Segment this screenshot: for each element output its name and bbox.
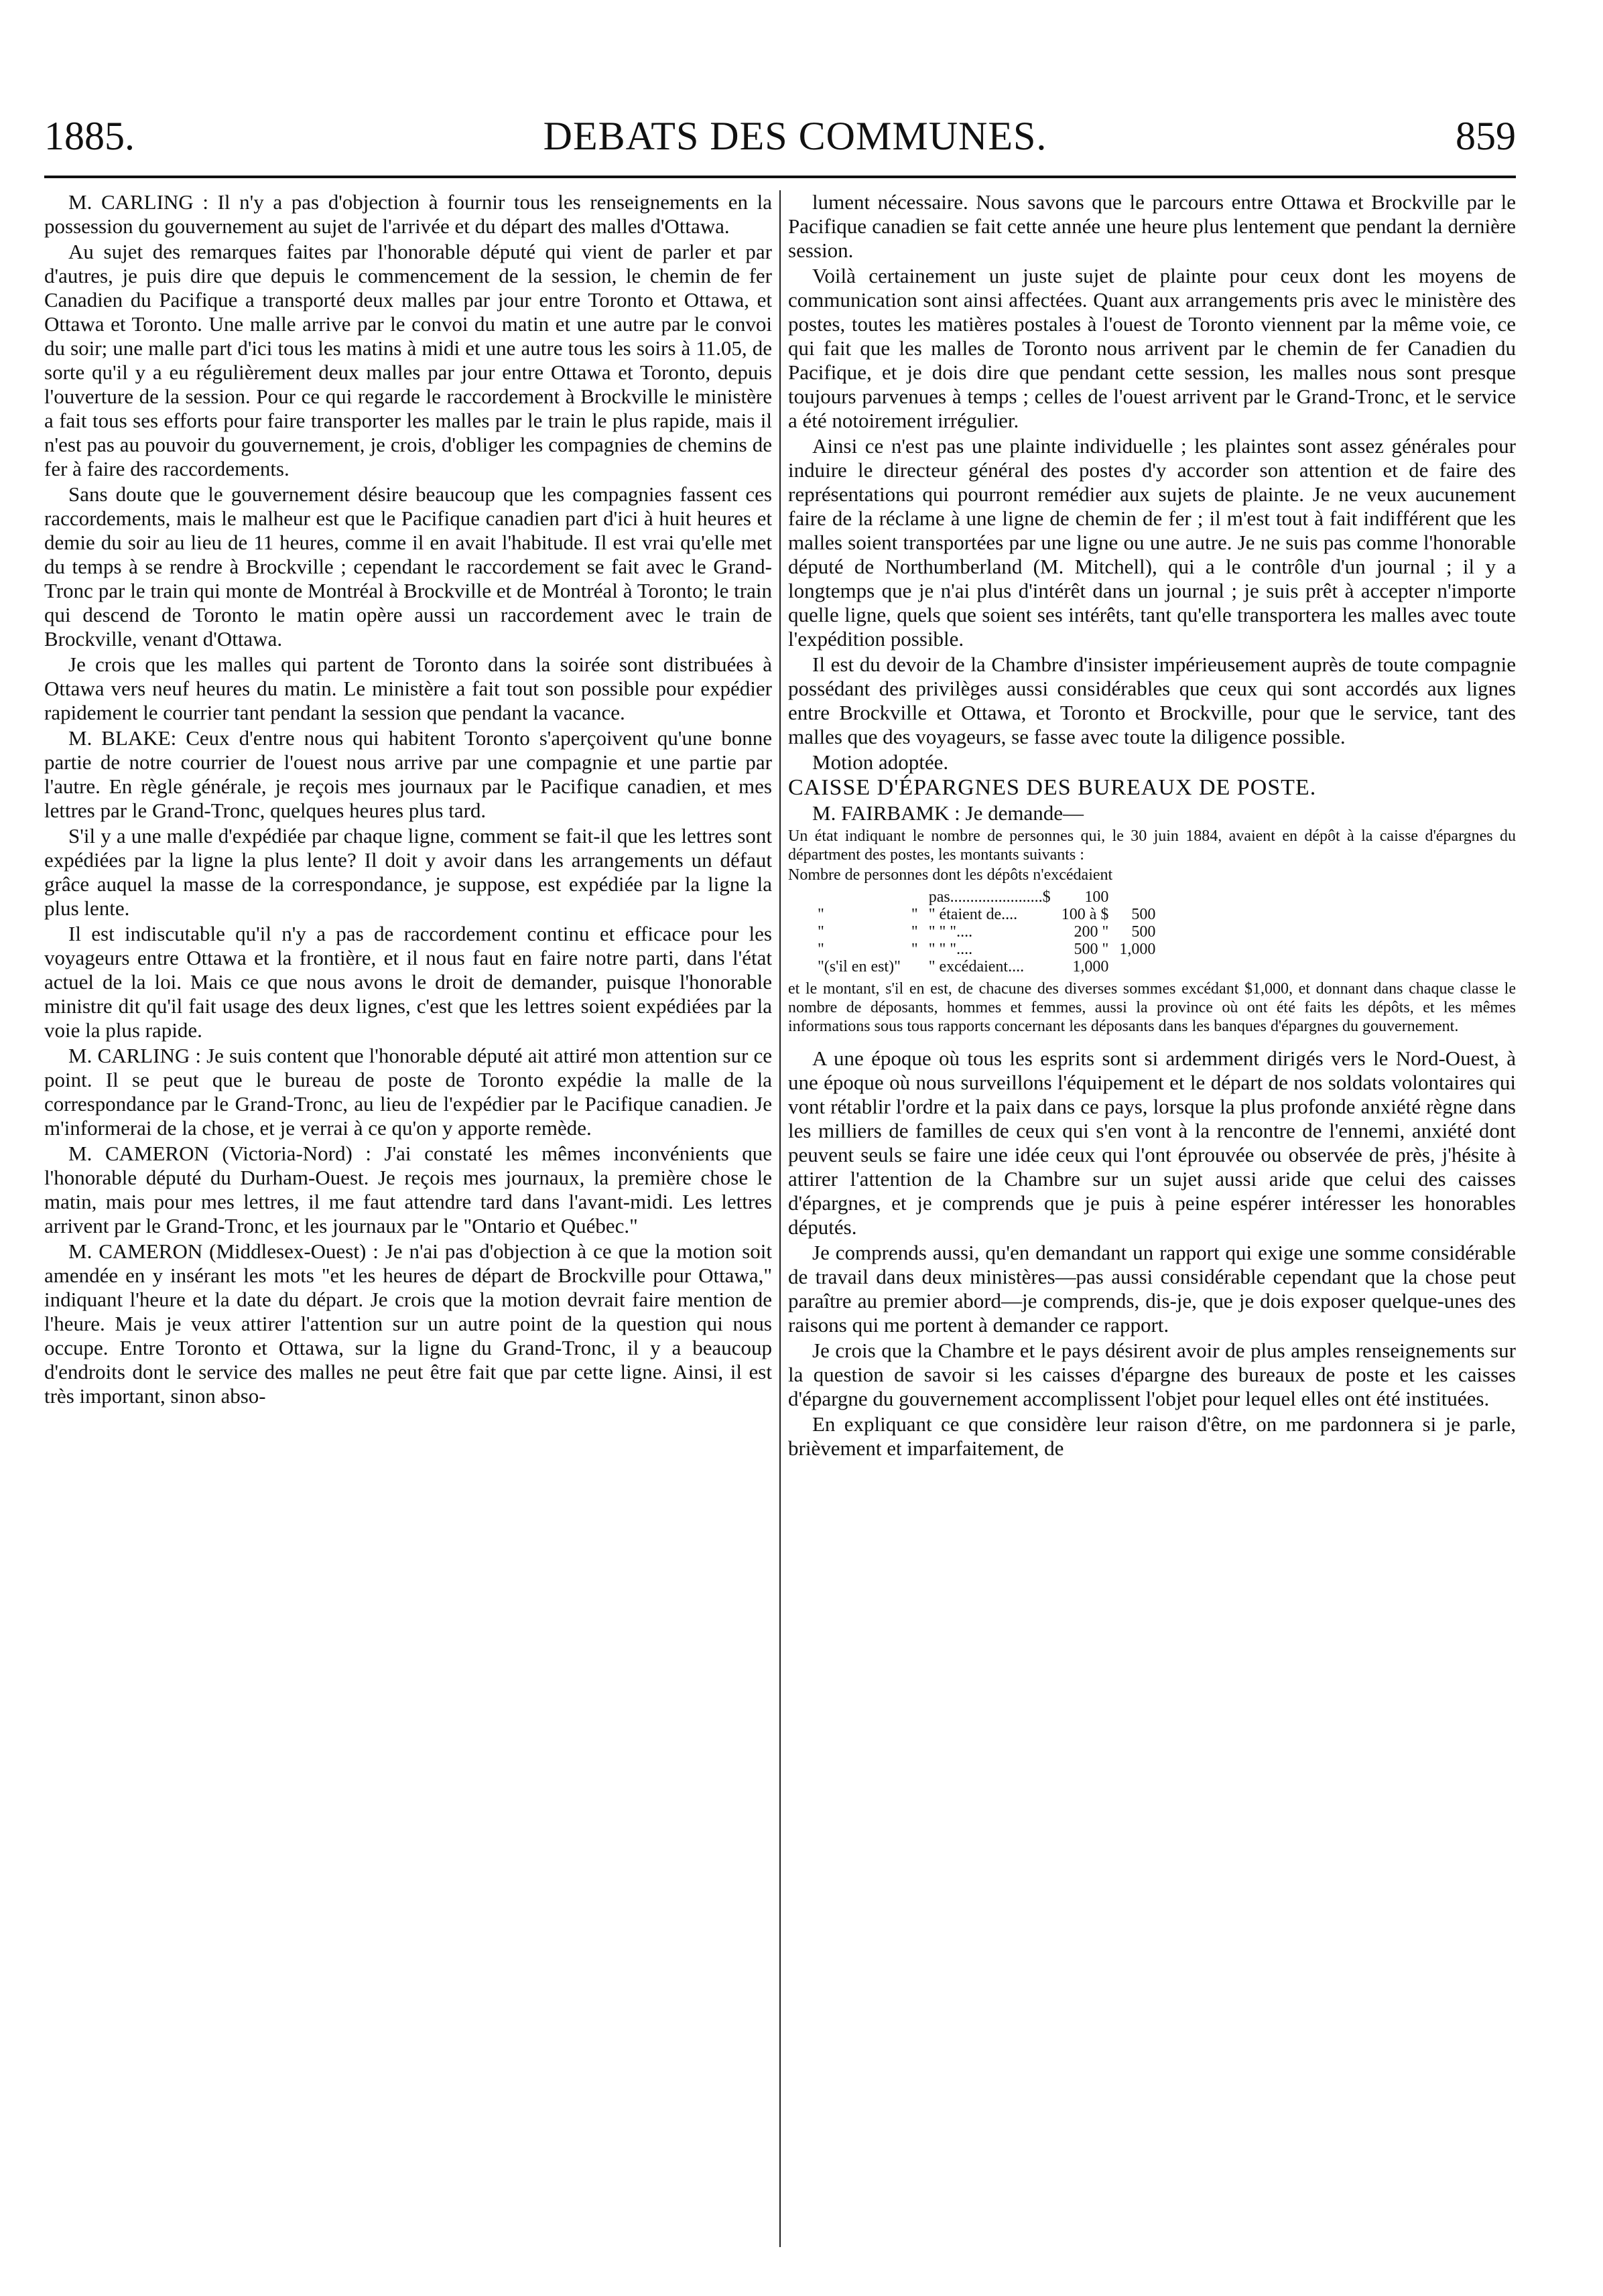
table-cell: " [911,941,918,958]
table-cell: " excédaient.... [928,958,1025,975]
table-cell: " [911,923,918,941]
left-column [44,190,772,1408]
table-cell: " [818,906,824,923]
paragraph: S'il y a une malle d'expédiée par chaque ligne, comment se fait-il que les lettres sont expédiées par la ligne la plus lente? Il doit y avoir dans les arrangements un défaut grâce auquel la masse de la correspondance, je suppose, est expédiée par la ligne la plus lente. [44,824,772,920]
table-cell: 1,000 [1119,941,1156,958]
page-header [44,113,1516,159]
table-cell: 200 " [1074,923,1109,941]
paragraph: M. BLAKE: Ceux d'entre nous qui habitent Toronto s'aperçoivent qu'une bonne partie de notre courrier de l'ouest nous arrive par une compagnie et une partie par l'autre. En règle générale, je reçois mes journaux par le Pacifique canadien, et mes lettres par le Grand-Tronc, quelques heures plus tard. [44,726,772,822]
table-cell: 100 à $ [1061,906,1109,923]
table-cell: " étaient de.... [928,906,1018,923]
stats-footer: et le montant, s'il en est, de chacune des diverses sommes excédant $1,000, et donnant dans chaque classe le nombre de déposants, hommes et femmes, aussi la province où ont été faits les dépôts, et les mêmes informations sous tous rapports concernant les déposants dans les banques d'épargnes du gouvernement. [788,980,1516,1035]
table-row [812,906,1161,923]
paragraph: Ainsi ce n'est pas une plainte individuelle ; les plaintes sont assez générales pour induire le directeur général des postes d'y accorder son attention et de faire des représentations qui pourront remédier aux sujets de plainte. Je ne veux aucunement faire de la réclame à une ligne de chemin de fer ; il m'est tout à fait indifférent que les malles soient transportées par une ligne ou une autre. Je ne suis pas comme l'honorable député de Northumberland (M. Mitchell), qui a le contrôle d'un journal ; il y a longtemps que je n'ai plus d'intérêt dans un journal ; je suis prêt à accepter n'importe quelle ligne, quels que soient ses intérêts, tant qu'elle transportera les malles avec toute l'expédition possible. [788,434,1516,651]
table-cell: 1,000 [1072,958,1109,975]
stats-header: Nombre de personnes dont les dépôts n'excédaient [788,866,1113,884]
header-rule [44,176,1516,178]
header-year: 1885. [44,114,135,158]
paragraph: M. CARLING : Il n'y a pas d'objection à fournir tous les renseignements en la possession du gouvernement au sujet de l'arrivée et du départ des malles d'Ottawa. [44,190,772,238]
paragraph: Il est indiscutable qu'il n'y a pas de raccordement continu et efficace pour les voyageurs entre Ottawa et la frontière, et il nous faut en faire notre parti, dans l'état actuel de la loi. Mais ce que nous avons le droit de demander, puisque l'honorable ministre dit qu'il fait usage des deux lignes, c'est que les lettres soient expédiées par la voie la plus rapide. [44,922,772,1042]
table-cell: " [818,923,824,941]
paragraph: A une époque où tous les esprits sont si ardemment dirigés vers le Nord-Ouest, à une époque où nous surveillons l'équipement et le départ de nos soldats volontaires qui vont rétablir l'ordre et la paix dans ce pays, lorsque la plus profonde anxiété règne dans les milliers de familles de ceux qui s'en vont à la rencontre de l'ennemi, anxiété dont peuvent seuls se faire une idée ceux qui l'ont éprouvée ou observée de près, j'hésite à attirer l'attention de la Chambre sur un sujet aussi aride que celui des caisses d'épargnes, et je comprends que je puis à peine espérer intéresser les honorables députés. [788,1046,1516,1239]
table-cell: " [911,906,918,923]
paragraph: lument nécessaire. Nous savons que le parcours entre Ottawa et Brockville par le Pacifique canadien se fait cette année une heure plus lentement que pendant la dernière session. [788,190,1516,262]
section-heading: CAISSE D'ÉPARGNES DES BUREAUX DE POSTE. [788,775,1317,800]
table-cell: pas.......................$ [928,888,1051,906]
deposits-table [812,888,1161,975]
table-row [812,941,1161,958]
table-cell: " [818,941,824,958]
table-cell: 500 " [1074,941,1109,958]
table-cell [906,958,923,975]
paragraph: Je comprends aussi, qu'en demandant un rapport qui exige une somme considérable de travail dans deux ministères—pas aussi considérable cependant que la chose peut paraître au premier abord—je comprends, dis-je, que je dois exposer quelque-unes des raisons qui me portent à demander ce rapport. [788,1241,1516,1337]
table-row [812,888,1161,906]
table-cell [1114,958,1161,975]
table-cell [1114,888,1161,906]
paragraph: Je crois que les malles qui partent de Toronto dans la soirée sont distribuées à Ottawa vers neuf heures du matin. Le ministère a fait tout son possible pour expédier rapidement le courrier tant pendant la session que pendant la vacance. [44,653,772,724]
order-text: Un état indiquant le nombre de personnes qui, le 30 juin 1884, avaient en dépôt à la caisse d'épargnes du départment des postes, les montants suivants : [788,827,1516,864]
table-cell: " " ".... [928,923,973,941]
paragraph: M. CARLING : Je suis content que l'honorable député ait attiré mon attention sur ce point. Il se peut que le bureau de poste de Toronto expédie la malle de la correspondance par le Grand-Tronc, au lieu de l'expédier par le Pacifique canadien. Je m'informerai de la chose, et je verrai à ce qu'on y apporte remède. [44,1044,772,1140]
motion-request: M. FAIRBAMK : Je demande— [812,801,1084,825]
table-row [812,923,1161,941]
table-cell [812,888,906,906]
table-cell: "(s'il en est)" [818,958,901,975]
paragraph: Au sujet des remarques faites par l'honorable député qui vient de parler et par d'autres, je puis dire que depuis le commencement de la session, le chemin de fer Canadien du Pacifique a transporté deux malles par jour entre Toronto et Ottawa, et Ottawa et Toronto. Une malle arrive par le convoi du matin et une autre par le convoi du soir; une malle part d'ici tous les matins à midi et une autre tous les soirs à 11.05, de sorte qu'il y a eu régulièrement deux malles par jour entre Ottawa et Toronto, depuis l'ouverture de la session. Pour ce qui regarde le raccordement à Brockville le ministère a fait tous ses efforts pour faire transporter les malles par le train le plus rapide, mais il n'est pas au pouvoir du gouvernement, je crois, d'obliger les compagnies de chemins de fer à faire des raccordements. [44,240,772,480]
table-cell: " " ".... [928,941,973,958]
paragraph: M. CAMERON (Middlesex-Ouest) : Je n'ai pas d'objection à ce que la motion soit amendée en y insérant les mots "et les heures de départ de Brockville pour Ottawa," indiquant l'heure et la date du départ. Je crois que la motion devrait faire mention de l'heure. Mais je veux attirer l'attention sur un autre point de la question qui nous occupe. Entre Toronto et Ottawa, sur la ligne du Grand-Tronc, il y a beaucoup d'endroits dont le service des malles ne peut être fait que par cette ligne. Ainsi, il est très important, sinon abso- [44,1239,772,1408]
paragraph: Il est du devoir de la Chambre d'insister impérieusement auprès de toute compagnie possédant des privilèges aussi considérables que ceux qui sont accordés aux lignes entre Brockville et Ottawa, et Toronto et Brockville, pour que le service, tant des malles que des voyageurs, se fasse avec toute la diligence possible. [788,653,1516,748]
paragraph: En expliquant ce que considère leur raison d'être, on me pardonnera si je parle, brièvement et imparfaitement, de [788,1412,1516,1460]
table-cell: 500 [1131,906,1156,923]
table-cell: 100 [1084,888,1109,906]
header-page-number: 859 [1456,114,1516,158]
paragraph: Je crois que la Chambre et le pays désirent avoir de plus amples renseignements sur la question de savoir si les caisses d'épargne des bureaux de poste et les caisses d'épargne du gouvernement accomplissent l'objet pour lequel elles ont été instituées. [788,1339,1516,1410]
table-cell: 500 [1131,923,1156,941]
column-divider [779,190,781,2247]
header-title: DEBATS DES COMMUNES. [543,114,1047,158]
paragraph: Sans doute que le gouvernement désire beaucoup que les compagnies fassent ces raccordements, mais le malheur est que le Pacifique canadien part d'ici à huit heures et demie du soir au lieu de 11 heures, comme il en avait l'habitude. Il est vrai qu'elle met du temps à se rendre à Brockville ; cependant le raccordement se fait avec le Grand-Tronc par le train qui monte de Montréal à Brockville et de Montréal à Toronto; le train qui descend de Toronto le matin opère aussi un raccordement avec le train de Brockville, venant d'Ottawa. [44,482,772,651]
right-column [788,190,1516,1461]
motion-adopted: Motion adoptée. [812,750,949,774]
paragraph: M. CAMERON (Victoria-Nord) : J'ai constaté les mêmes inconvénients que l'honorable député du Durham-Ouest. Je reçois mes journaux, la première chose le matin, mais pour mes lettres, il me faut attendre tard dans l'avant-midi. Les lettres arrivent par le Grand-Tronc, et les journaux par le "Ontario et Québec." [44,1142,772,1237]
table-row [812,958,1161,975]
paragraph: Voilà certainement un juste sujet de plainte pour ceux dont les moyens de communication sont ainsi affectées. Quant aux arrangements pris avec le ministère des postes, toutes les matières postales à l'ouest de Toronto viennent par la même voie, ce qui fait que les malles de Toronto nous arrivent par le chemin de fer Canadien du Pacifique, et je dois dire que pendant cette session, les malles nous sont presque toujours parvenues à temps ; celles de l'ouest arrivent par le Grand-Tronc, et le service a été notoirement irrégulier. [788,264,1516,432]
table-cell [906,888,923,906]
